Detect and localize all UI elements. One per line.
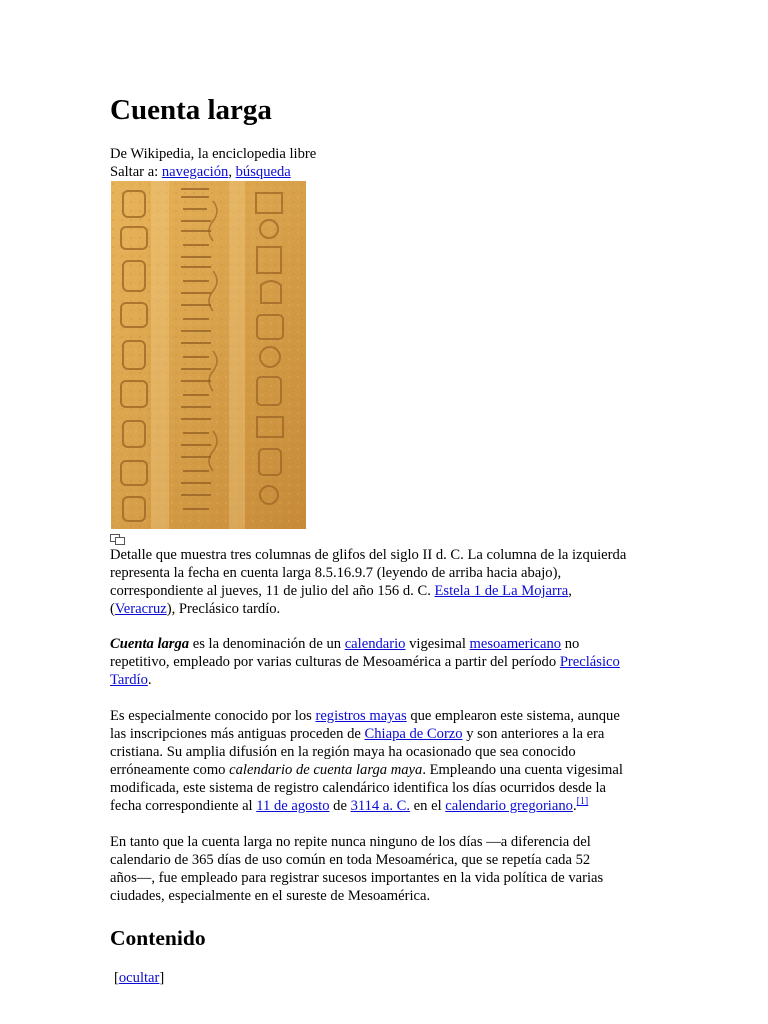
paragraph-line xyxy=(110,797,665,815)
reference-link[interactable]: [1] xyxy=(576,796,589,808)
paragraph-line xyxy=(110,653,665,671)
caption-text: correspondiente al jueves, 11 de julio del año 156 d. C. xyxy=(110,583,435,599)
stela-thumbnail-image[interactable] xyxy=(111,181,306,529)
calendario-link[interactable]: calendario xyxy=(344,636,406,652)
paragraph-text: en el xyxy=(410,798,446,814)
paragraph-line xyxy=(110,635,665,653)
paragraph-text: de xyxy=(329,798,351,814)
caption-line xyxy=(110,600,665,618)
paragraph-line: calendario de 365 días de uso común en toda Mesoamérica, que se repetía cada 52 xyxy=(110,852,591,868)
chiapa-de-corzo-link[interactable]: Chiapa de Corzo xyxy=(364,726,463,742)
bracket-close: ] xyxy=(159,970,165,986)
paragraph-text: fecha correspondiente al xyxy=(110,798,257,814)
search-link[interactable]: búsqueda xyxy=(235,164,291,180)
preclasico-link[interactable]: Preclásico xyxy=(559,654,620,670)
paragraph-text: y son anteriores a la era xyxy=(462,726,605,742)
paragraph-line: cristiana. Su amplia difusión en la región maya ha ocasionado que sea conocido xyxy=(110,744,576,760)
caption-line xyxy=(110,582,665,600)
paragraph-line xyxy=(110,725,665,743)
tardio-link[interactable]: Tardío xyxy=(110,672,148,688)
stela-glyphs-image xyxy=(111,181,306,529)
hide-toc-link[interactable]: ocultar xyxy=(118,970,160,986)
jump-prefix: Saltar a: xyxy=(110,164,162,180)
paragraph-line: ciudades, especialmente en el sureste de Mesoamérica. xyxy=(110,888,431,904)
year-3114-link[interactable]: 3114 a. C. xyxy=(350,798,411,814)
estela-link[interactable]: Estela 1 de La Mojarra xyxy=(434,583,569,599)
figure-caption xyxy=(110,546,665,618)
caption-text: , xyxy=(568,583,572,599)
gregoriano-link[interactable]: calendario gregoriano xyxy=(445,798,573,814)
navigation-link[interactable]: navegación xyxy=(161,164,229,180)
paragraph-text: no xyxy=(561,636,580,652)
caption-text: ), Preclásico tardío. xyxy=(166,601,281,617)
toc-toggle xyxy=(114,969,164,987)
paragraph-line xyxy=(110,671,665,689)
paragraph-text: es la denominación de un xyxy=(189,636,345,652)
paragraph-text: vigesimal xyxy=(405,636,470,652)
paragraph-text: . xyxy=(572,798,577,814)
bracket-open: [ xyxy=(114,970,119,986)
paragraph-text: erróneamente como xyxy=(110,762,230,778)
toc-heading: Contenido xyxy=(110,926,206,950)
paragraph-line xyxy=(110,707,665,725)
history-paragraph xyxy=(110,707,665,815)
italic-term: calendario de cuenta larga maya xyxy=(229,762,423,778)
caption-text: ( xyxy=(110,601,115,617)
agosto-link[interactable]: 11 de agosto xyxy=(256,798,330,814)
paragraph-text: . Empleando una cuenta vigesimal xyxy=(422,762,623,778)
paragraph-text: repetitivo, empleado por varias culturas de Mesoamérica a partir del período xyxy=(110,654,560,670)
caption-line: Detalle que muestra tres columnas de glifos del siglo II d. C. La columna de la izquierda xyxy=(110,547,627,563)
intro-paragraph xyxy=(110,635,665,689)
paragraph-text: Es especialmente conocido por los xyxy=(110,708,316,724)
mesoamericano-link[interactable]: mesoamericano xyxy=(469,636,562,652)
veracruz-link[interactable]: Veracruz xyxy=(114,601,167,617)
page-title: Cuenta larga xyxy=(110,94,272,126)
paragraph-line: años—, fue empleado para registrar sucesos importantes en la vida política de varias xyxy=(110,870,604,886)
paragraph-line: En tanto que la cuenta larga no repite nunca ninguno de los días —a diferencia del xyxy=(110,834,591,850)
paragraph-text: que emplearon este sistema, aunque xyxy=(406,708,620,724)
jump-separator: , xyxy=(228,164,236,180)
registros-mayas-link[interactable]: registros mayas xyxy=(315,708,407,724)
jump-links xyxy=(110,163,291,181)
paragraph-line: modificada, este sistema de registro calendárico identifica los días ocurridos desde la xyxy=(110,780,607,796)
paragraph-text: . xyxy=(147,672,152,688)
caption-line: representa la fecha en cuenta larga 8.5.16.9.7 (leyendo de arriba hacia abajo), xyxy=(110,565,562,581)
term-bold-italic: Cuenta larga xyxy=(110,636,190,652)
paragraph-text: las inscripciones más antiguas proceden de xyxy=(110,726,365,742)
paragraph-line xyxy=(110,761,665,779)
site-tagline: De Wikipedia, la enciclopedia libre xyxy=(110,146,317,162)
usage-paragraph xyxy=(110,833,665,905)
magnify-icon[interactable] xyxy=(110,534,125,545)
